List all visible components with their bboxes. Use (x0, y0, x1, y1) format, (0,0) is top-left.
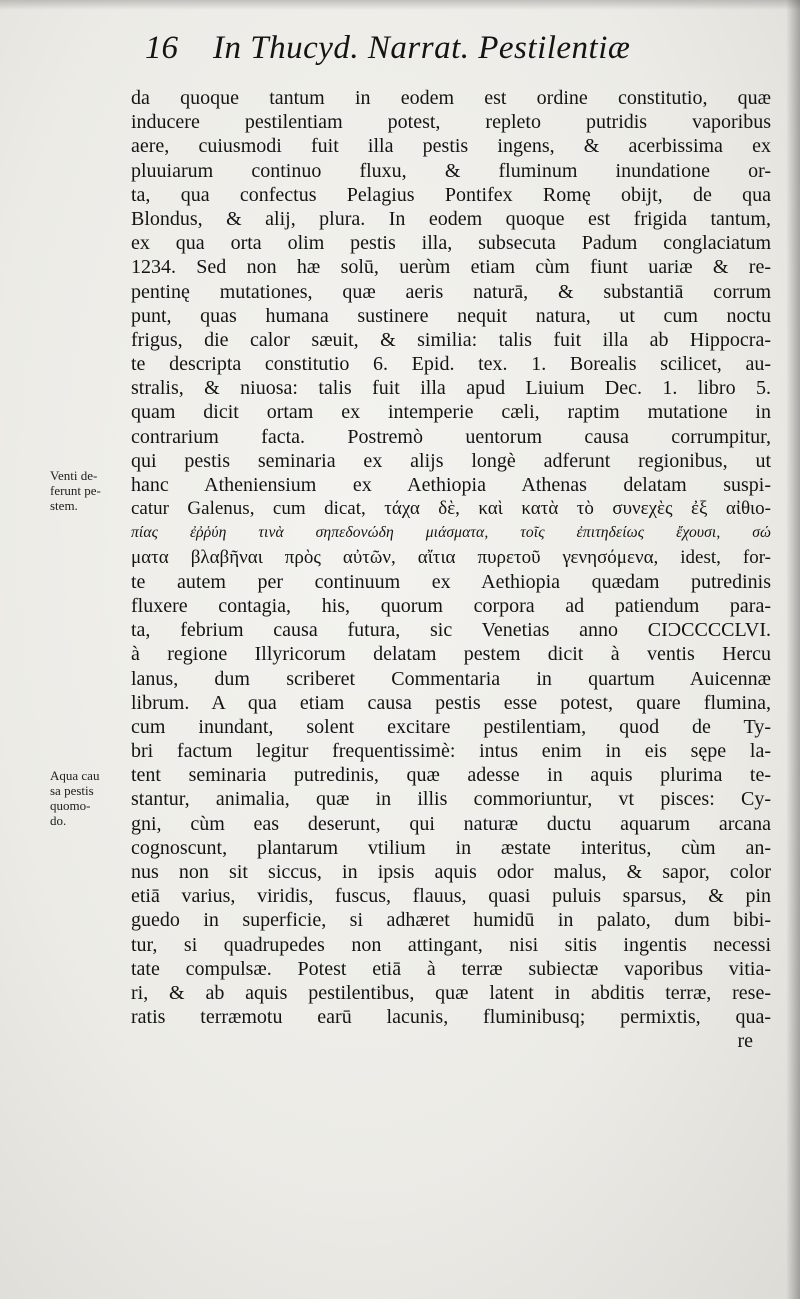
margin-note-line: ferunt pe- (50, 483, 101, 498)
text-line: stantur, animalia, quæ in illis commoriuntur, vt pisces: Cy- (131, 788, 771, 811)
text-line: ta, febrium causa futura, sic Venetias anno CIƆCCCCLVI. (131, 619, 771, 642)
page-number: 16 (145, 30, 178, 66)
text-line: guedo in superficie, si adhæret humidū in palato, dum bibi- (131, 909, 771, 932)
catchword: re (737, 1030, 753, 1053)
page-top-shadow (0, 0, 800, 10)
text-line: punt, quas humana sustinere nequit natura, ut cum noctu (131, 304, 771, 327)
text-line: gni, cùm eas deserunt, qui naturæ ductu aquarum arcana (131, 812, 771, 835)
text-line: tate compulsæ. Potest etiā à terræ subiectæ vaporibus vitia- (131, 957, 771, 980)
text-line: tent seminaria putredinis, quæ adesse in aquis plurima te- (131, 764, 771, 787)
text-line-greek: πίας ἐῤῥύη τινὰ σηπεδονώδη μιάσματα, τοῖς ἐπιτηδείως ἔχουσι, σώ (131, 524, 771, 542)
running-title: In Thucyd. Narrat. Pestilentiæ (213, 30, 631, 66)
text-line: cognoscunt, plantarum vtilium in æstate interitus, cùm an- (131, 836, 771, 859)
text-line: aere, cuiusmodi fuit illa pestis ingens, & acerbissima ex (131, 135, 771, 158)
text-line: lanus, dum scriberet Commentaria in quartum Auicennæ (131, 667, 771, 690)
running-head (145, 26, 785, 70)
margin-note-winds (50, 468, 125, 513)
margin-note-line: quomo- (50, 798, 91, 813)
text-line: pentinę mutationes, quæ aeris naturā, & substantiā corrum (131, 280, 771, 303)
text-line-greek: ματα βλαβῆναι πρὸς αὐτῶν, αἴτια πυρετοῦ γενησόμενα, idest, for- (131, 546, 771, 568)
text-line: etiā varius, viridis, fuscus, flauus, quasi puluis sparsus, & pin (131, 885, 771, 908)
text-line-greek: catur Galenus, cum dicat, τάχα δὲ, καὶ κατὰ τὸ συνεχὲς ἐξ αἰθιο- (131, 498, 771, 520)
text-line: ratis terræmotu earū lacunis, fluminibusq; permixtis, qua- (131, 1006, 771, 1029)
text-line: Blondus, & alij, plura. In eodem quoque est frigida tantum, (131, 207, 771, 230)
text-line: quam dicit ortam ex intemperie cæli, raptim mutatione in (131, 401, 771, 424)
text-line: bri factum legitur frequentissimè: intus enim in eis sępe la- (131, 740, 771, 763)
main-text-block (131, 86, 771, 1054)
text-line: inducere pestilentiam potest, repleto putridis vaporibus (131, 111, 771, 134)
text-line: nus non sit siccus, in ipsis aquis odor malus, & sapor, color (131, 861, 771, 883)
text-line: da quoque tantum in eodem est ordine constitutio, quæ (131, 87, 771, 109)
text-line: ta, qua confectus Pelagius Pontifex Romę obijt, de qua (131, 183, 771, 206)
page-edge-shadow (786, 0, 800, 1299)
text-line: cum inundant, solent excitare pestilentiam, quod de Ty- (131, 715, 771, 738)
margin-note-line: Venti de- (50, 468, 98, 483)
margin-note-line: sa pestis (50, 783, 94, 798)
text-line: ex qua orta olim pestis illa, subsecuta Padum conglaciatum (131, 232, 771, 255)
text-line: stralis, & niuosa: talis fuit illa apud Liuium Dec. 1. libro 5. (131, 377, 771, 400)
text-line: librum. A qua etiam causa pestis esse potest, quare flumina, (131, 691, 771, 714)
margin-note-water (50, 768, 125, 828)
text-line: frigus, die calor sæuit, & similia: talis fuit illa ab Hippocra- (131, 328, 771, 351)
margin-note-line: Aqua cau (50, 768, 100, 783)
text-line: te autem per continuum ex Aethiopia quædam putredinis (131, 570, 771, 593)
text-line: ri, & ab aquis pestilentibus, quæ latent in abditis terræ, rese- (131, 981, 771, 1004)
text-line: qui pestis seminaria ex alijs longè adferunt regionibus, ut (131, 449, 771, 472)
text-line: contrarium facta. Postremò uentorum causa corrumpitur, (131, 425, 771, 448)
text-line: tur, si quadrupedes non attingant, nisi sitis ingentis necessi (131, 933, 771, 956)
text-line: pluuiarum continuo fluxu, & fluminum inundatione or- (131, 159, 771, 182)
text-line: te descripta constitutio 6. Epid. tex. 1. Borealis scilicet, au- (131, 353, 771, 376)
text-line: hanc Atheniensium ex Aethiopia Athenas delatam suspi- (131, 474, 771, 496)
margin-note-line: stem. (50, 498, 78, 513)
margin-note-line: do. (50, 813, 67, 828)
text-line: 1234. Sed non hæ solū, uerùm etiam cùm fiunt uariæ & re- (131, 256, 771, 279)
text-line: fluxere contagia, his, quorum corpora ad patiendum para- (131, 594, 771, 617)
text-line: à regione Illyricorum delatam pestem dicit à ventis Hercu (131, 643, 771, 666)
